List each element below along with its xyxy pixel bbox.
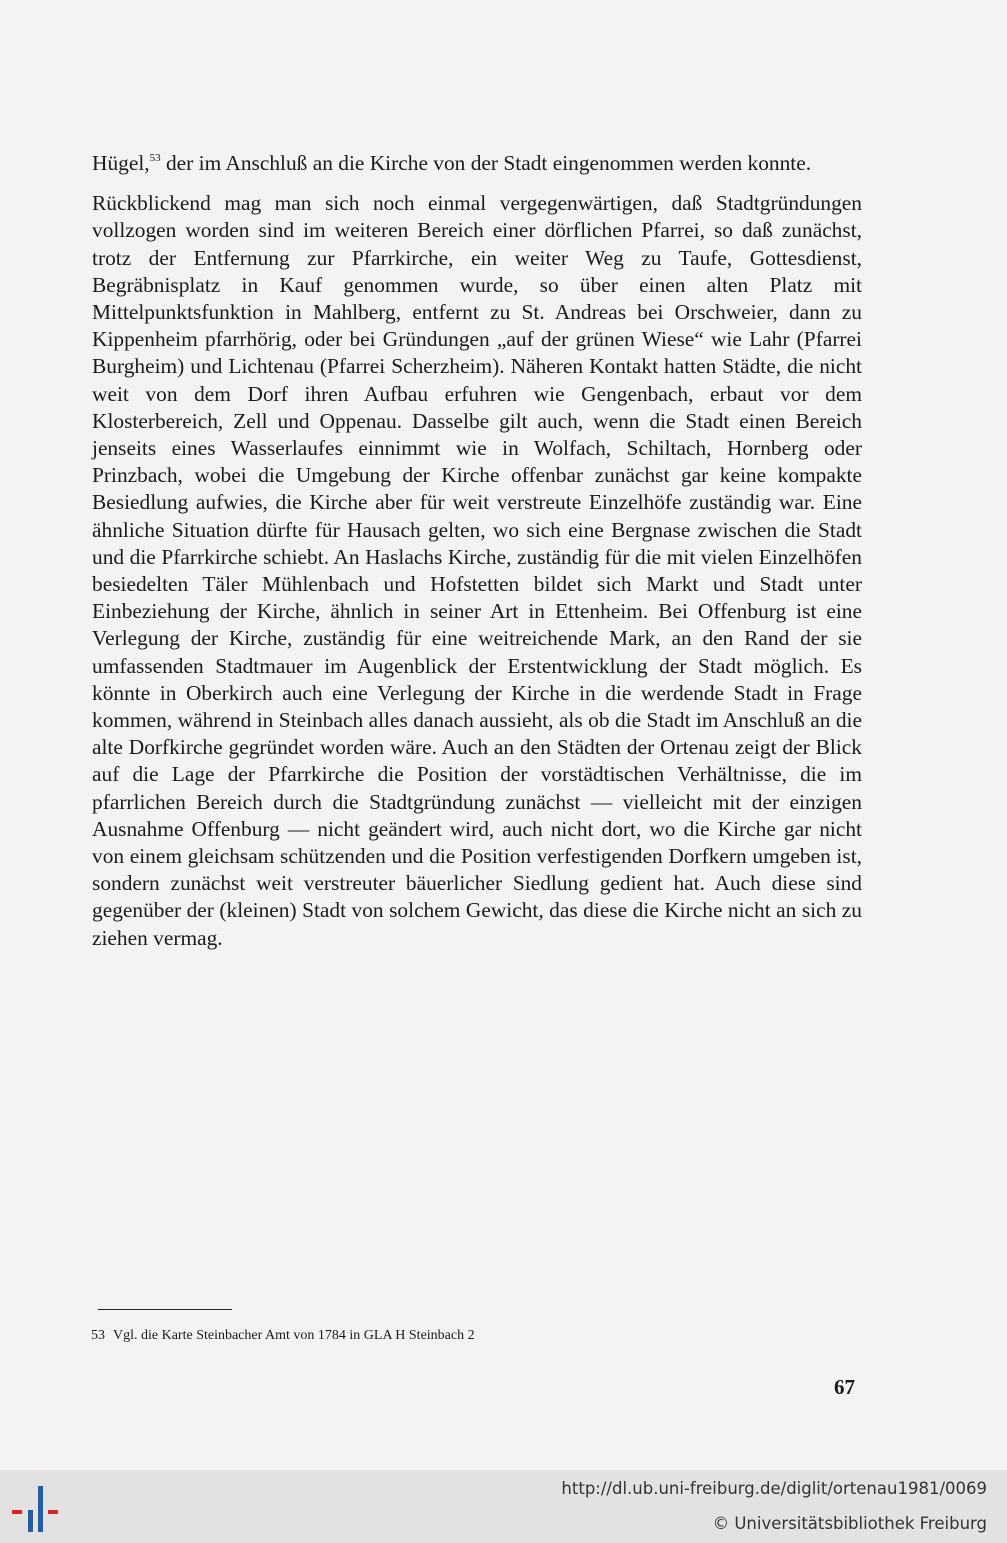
paragraph-1 [92, 150, 862, 177]
paragraph-1-start: Hügel, [92, 151, 150, 175]
footnote-reference-53[interactable]: 53 [149, 152, 161, 164]
footer-band [0, 1470, 1007, 1543]
source-url-link[interactable]: http://dl.ub.uni-freiburg.de/diglit/ortenau1981/0069 [561, 1479, 987, 1498]
paragraph-2: Rückblickend mag man sich noch einmal vergegenwärtigen, daß Stadtgründungen vollzogen worden sind im weiteren Bereich einer dörflichen Pfarrei, so daß zunächst, trotz der Entfernung zur Pfarrkirche, ein weiter Weg zu Taufe, Gottesdienst, Begräbnisplatz in Kauf genommen wurde, so über einen alten Platz mit Mittelpunktsfunktion in Mahlberg, entfernt zu St. Andreas bei Orschweier, dann zu Kippenheim pfarrhörig, oder bei Gründungen „auf der grünen Wiese“ wie Lahr (Pfarrei Burgheim) und Lichtenau (Pfarrei Scherzheim). Näheren Kontakt hatten Städte, die nicht weit von dem Dorf ihren Aufbau erfuhren wie Gengenbach, erbaut vor dem Klosterbereich, Zell und Oppenau. Dasselbe gilt auch, wenn die Stadt einen Bereich jenseits eines Wasserlaufes einnimmt wie in Wolfach, Schiltach, Hornberg oder Prinzbach, wobei die Umgebung der Kirche offenbar zunächst gar keine kompakte Besiedlung aufwies, die Kirche aber für weit verstreute Einzelhöfe zuständig war. Eine ähnliche Situation dürfte für Hausach gelten, wo sich eine Bergnase zwischen die Stadt und die Pfarrkirche schiebt. An Haslachs Kirche, zuständig für die mit vielen Einzelhöfen besiedelten Täler Mühlenbach und Hofstetten bildet sich Markt und Stadt unter Einbeziehung der Kirche, ähnlich in seiner Art in Ettenheim. Bei Offenburg ist eine Verlegung der Kirche, zuständig für eine weitreichende Mark, an den Rand der sie umfassenden Stadtmauer im Augenblick der Erstentwicklung der Stadt möglich. Es könnte in Oberkirch auch eine Verlegung der Kirche in die werdende Stadt in Frage kommen, während in Steinbach alles danach aussieht, als ob die Stadt im Anschluß an die alte Dorfkirche gegründet worden wäre. Auch an den Städten der Ortenau zeigt der Blick auf die Lage der Pfarrkirche die Position der vorstädtischen Verhältnisse, die im pfarrlichen Bereich durch die Stadtgründung zunächst — vielleicht mit der einzigen Ausnahme Offenburg — nicht geändert wird, auch nicht dort, wo die Kirche gar nicht von einem gleichsam schützenden und die Position verfestigenden Dorfkern umgeben ist, sondern zunächst weit verstreuter bäuerlicher Siedlung gedient hat. Auch diese sind gegenüber der (kleinen) Stadt von solchem Gewicht, das diese die Kirche nicht an sich zu ziehen vermag. [92, 191, 862, 950]
footnote-separator [98, 1309, 232, 1310]
page-number: 67 [834, 1375, 855, 1399]
ub-freiburg-logo-icon [8, 1480, 68, 1536]
footnote-number: 53 [91, 1328, 105, 1343]
body-text [92, 150, 862, 952]
footnote-text: Vgl. die Karte Steinbacher Amt von 1784 in GLA H Steinbach 2 [113, 1328, 475, 1343]
footnote-53 [91, 1327, 475, 1345]
copyright-notice: © Universitätsbibliothek Freiburg [712, 1514, 987, 1533]
paragraph-1-rest: der im Anschluß an die Kirche von der Stadt eingenommen werden konnte. [160, 151, 812, 175]
